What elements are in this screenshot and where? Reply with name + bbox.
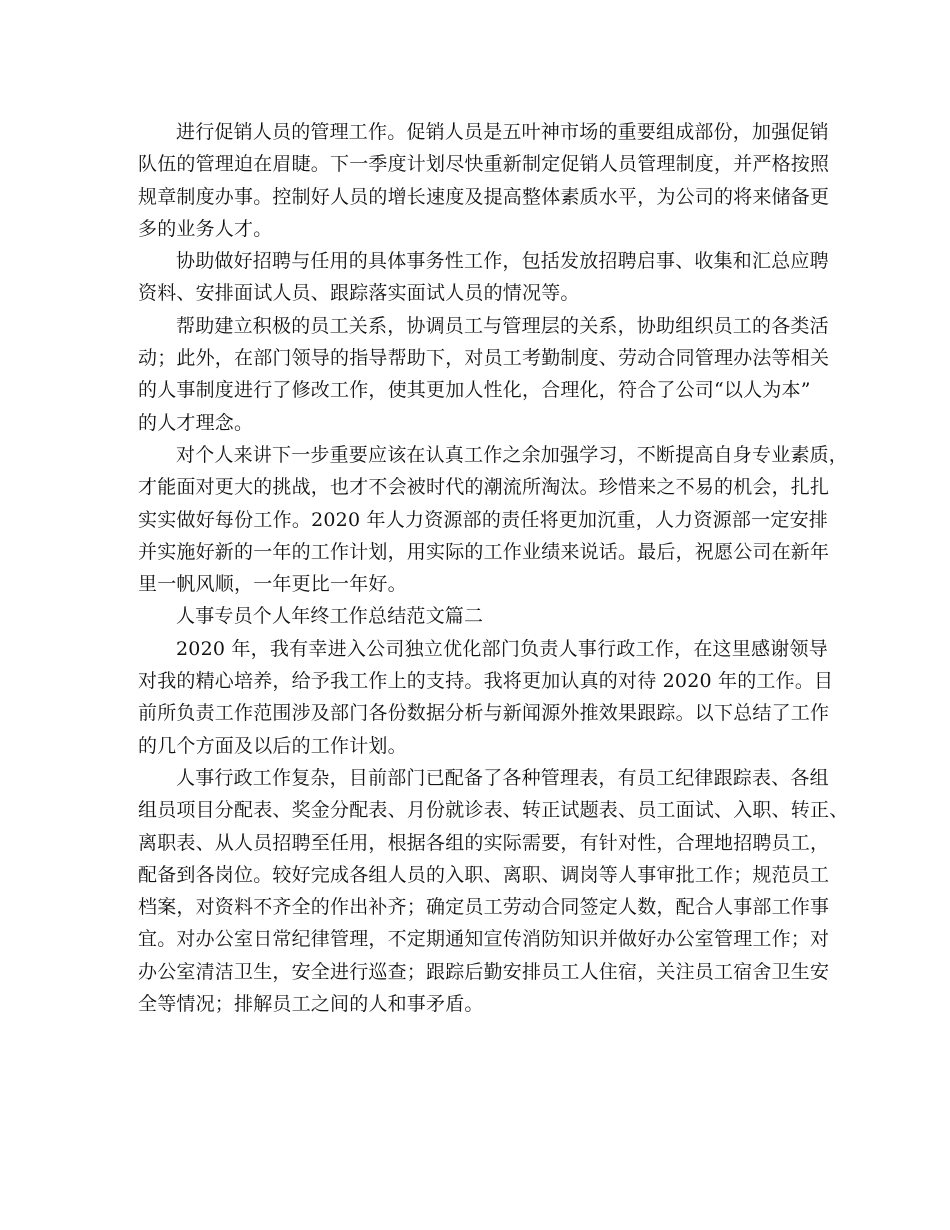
- text-line: 配备到各岗位。较好完成各组人员的入职、离职、调岗等人事审批工作；规范员工: [138, 863, 830, 886]
- text-line: 宜。对办公室日常纪律管理，不定期通知宣传消防知识并做好办公室管理工作；对: [138, 928, 830, 951]
- paragraph-recruitment: [138, 245, 828, 310]
- text-line: 才能面对更大的挑战，也才不会被时代的潮流所淘汰。珍惜来之不易的机会，扎扎: [138, 476, 830, 499]
- text-line: 人事行政工作复杂，目前部门已配备了各种管理表，有员工纪律跟踪表、各组: [176, 766, 829, 789]
- text-line: 队伍的管理迫在眉睫。下一季度计划尽快重新制定促销人员管理制度，并严格按照: [138, 153, 830, 176]
- text-line: 组员项目分配表、奖金分配表、月份就诊表、转正试题表、员工面试、入职、转正、: [138, 799, 849, 822]
- text-line: 资料、安排面试人员、跟踪落实面试人员的情况等。: [138, 282, 580, 305]
- text-line: 前所负责工作范围涉及部门各份数据分析与新闻源外推效果跟踪。以下总结了工作: [138, 702, 830, 725]
- paragraph-intro-2020: [138, 633, 834, 762]
- text-line: 的人事制度进行了修改工作，使其更加人性化，合理化，符合了公司“以人为本”: [138, 379, 811, 402]
- section-heading: [138, 600, 828, 632]
- text-line: 帮助建立积极的员工关系，协调员工与管理层的关系，协助组织员工的各类活: [176, 314, 829, 337]
- text-line: 实实做好每份工作。2020 年人力资源部的责任将更加沉重，人力资源部一定安排: [138, 508, 828, 531]
- text-line: 2020 年，我有幸进入公司独立优化部门负责人事行政工作，在这里感谢领导: [176, 637, 828, 660]
- text-line: 多的业务人才。: [138, 217, 273, 240]
- section-heading-text: 人事专员个人年终工作总结范文篇二: [176, 605, 484, 628]
- text-line: 规章制度办事。控制好人员的增长速度及提高整体素质水平，为公司的将来储备更: [138, 185, 830, 208]
- text-line: 的几个方面及以后的工作计划。: [138, 734, 407, 757]
- text-line: 全等情况；排解员工之间的人和事矛盾。: [138, 993, 484, 1016]
- text-line: 并实施好新的一年的工作计划，用实际的工作业绩来说话。最后，祝愿公司在新年: [138, 540, 830, 563]
- document-body: [138, 116, 849, 1020]
- paragraph-personal-growth: [138, 439, 849, 600]
- text-line: 离职表、从人员招聘至任用，根据各组的实际需要，有针对性，合理地招聘员工，: [138, 831, 830, 854]
- text-line: 对我的精心培养，给予我工作上的支持。我将更加认真的对待 2020 年的工作。目: [138, 670, 834, 693]
- text-line: 办公室清洁卫生，安全进行巡查；跟踪后勤安排员工人住宿，关注员工宿舍卫生安: [138, 960, 830, 983]
- text-line: 动；此外，在部门领导的指导帮助下，对员工考勤制度、劳动合同管理办法等相关: [138, 347, 830, 370]
- paragraph-promotion-staff: [138, 116, 828, 245]
- paragraph-admin-work: [138, 762, 849, 1020]
- text-line: 里一帆风顺，一年更比一年好。: [138, 573, 407, 596]
- text-line: 档案，对资料不齐全的作出补齐；确定员工劳动合同签定人数，配合人事部工作事: [138, 896, 830, 919]
- text-line: 协助做好招聘与任用的具体事务性工作，包括发放招聘启事、收集和汇总应聘: [176, 250, 829, 273]
- text-line: 对个人来讲下一步重要应该在认真工作之余加强学习，不断提高自身专业素质，: [176, 443, 849, 466]
- paragraph-employee-relations: [138, 310, 828, 439]
- text-line: 的人才理念。: [138, 411, 254, 434]
- text-line: 进行促销人员的管理工作。促销人员是五叶神市场的重要组成部份，加强促销: [176, 121, 829, 143]
